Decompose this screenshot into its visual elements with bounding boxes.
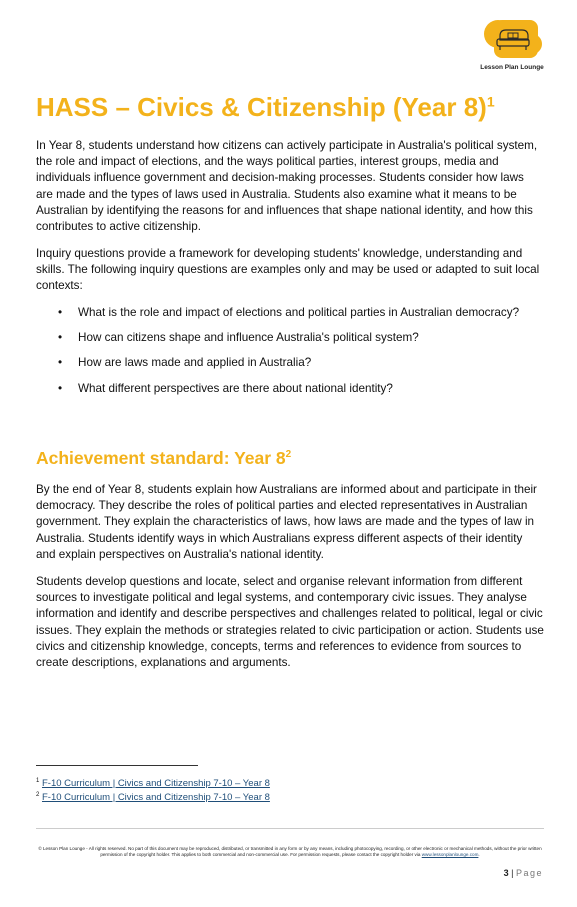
bullet-icon: • xyxy=(58,306,63,319)
page-number xyxy=(504,868,543,878)
achievement-heading-text: Achievement standard: Year 8 xyxy=(36,448,286,468)
copyright-end: . xyxy=(478,852,480,857)
achievement-paragraph-1: By the end of Year 8, students explain how Australians are informed about and participate in their democracy. They describe the roles of political parties and elected representatives in Australian government. They explain the characteristics of laws, how laws are made and the types of law in Australia. Students identify ways in which Australians express different aspects of their identity and explain perspectives on Australia's national identity. xyxy=(36,483,537,561)
copyright-notice xyxy=(36,846,544,858)
page-title xyxy=(36,92,495,123)
list-item xyxy=(36,305,544,321)
question-text: What different perspectives are there about national identity? xyxy=(78,381,393,395)
footnote-2 xyxy=(36,789,270,804)
website-link[interactable]: www.lessonplanlounge.com xyxy=(421,852,479,857)
footnote-number: 2 xyxy=(36,792,40,798)
footnote-link-2[interactable]: F-10 Curriculum | Civics and Citizenship 7-10 – Year 8 xyxy=(41,792,270,804)
inquiry-questions-list xyxy=(36,305,544,406)
question-text: How can citizens shape and influence Australia's political system? xyxy=(78,331,419,345)
inquiry-intro-paragraph: Inquiry questions provide a framework for developing students' knowledge, understanding and skills. The following inquiry questions are examples only and may be used or adapted to suit local contexts: xyxy=(36,247,540,293)
list-item xyxy=(36,381,544,397)
bullet-icon: • xyxy=(58,356,63,370)
footnote-ref-2[interactable]: 2 xyxy=(285,449,292,461)
intro-paragraph: In Year 8, students understand how citizens can actively participate in Australia's political system, the role and impact of elections, and the ways political parties, interest groups, media and individuals influence government and decision-making processes. Students consider how laws are made and the types of laws used in Australia. Students also examine what it means to be Australian by identifying the reasons for and influences that shape national identity, and how this contributes to active citizenship. xyxy=(36,139,538,234)
question-text: How are laws made and applied in Australia? xyxy=(78,356,312,370)
achievement-heading xyxy=(36,448,291,469)
bullet-icon: • xyxy=(58,331,63,345)
copyright-text: © Lesson Plan Lounge - All rights reserved. No part of this document may be reproduced, distributed, or transmitted in any form or by any means, including photocopying, recording, or other electronic or mechanical methods, without the prior written permission of the copyright holder. This applies to both commercial and non-commercial use. For permission requests, please contact the copyright holder via xyxy=(38,846,542,857)
logo-text: Lesson Plan Lounge xyxy=(480,64,544,71)
page-title-text: HASS – Civics & Citizenship (Year 8) xyxy=(36,92,487,122)
question-text: What is the role and impact of elections and political parties in Australian democracy? xyxy=(78,306,520,319)
list-item xyxy=(36,330,544,346)
page-number-value: 3 xyxy=(503,868,509,878)
footnote-divider xyxy=(36,765,198,766)
achievement-paragraph-2: Students develop questions and locate, select and organise relevant information from different sources to investigate political and legal systems, and contemporary civic issues. They analyse information and identify and describe perspectives and challenges related to political, legal or civic issues. They explain the methods or strategies related to civic participation or action. Students use civics and citizenship knowledge, concepts, terms and references to evidence from sources to create descriptions, explanations and arguments. xyxy=(36,575,544,670)
bullet-icon: • xyxy=(58,381,63,395)
list-item xyxy=(36,355,544,371)
footer-divider xyxy=(36,828,544,829)
lounge-logo-icon xyxy=(484,18,542,64)
lesson-plan-lounge-logo xyxy=(476,18,548,78)
page-label: Page xyxy=(515,868,543,878)
page-separator: | xyxy=(508,868,516,878)
footnote-ref-1[interactable]: 1 xyxy=(486,93,495,110)
footnote-number: 1 xyxy=(36,778,40,784)
footnote-1 xyxy=(36,775,270,790)
footnote-link-1[interactable]: F-10 Curriculum | Civics and Citizenship 7-10 – Year 8 xyxy=(41,778,270,790)
